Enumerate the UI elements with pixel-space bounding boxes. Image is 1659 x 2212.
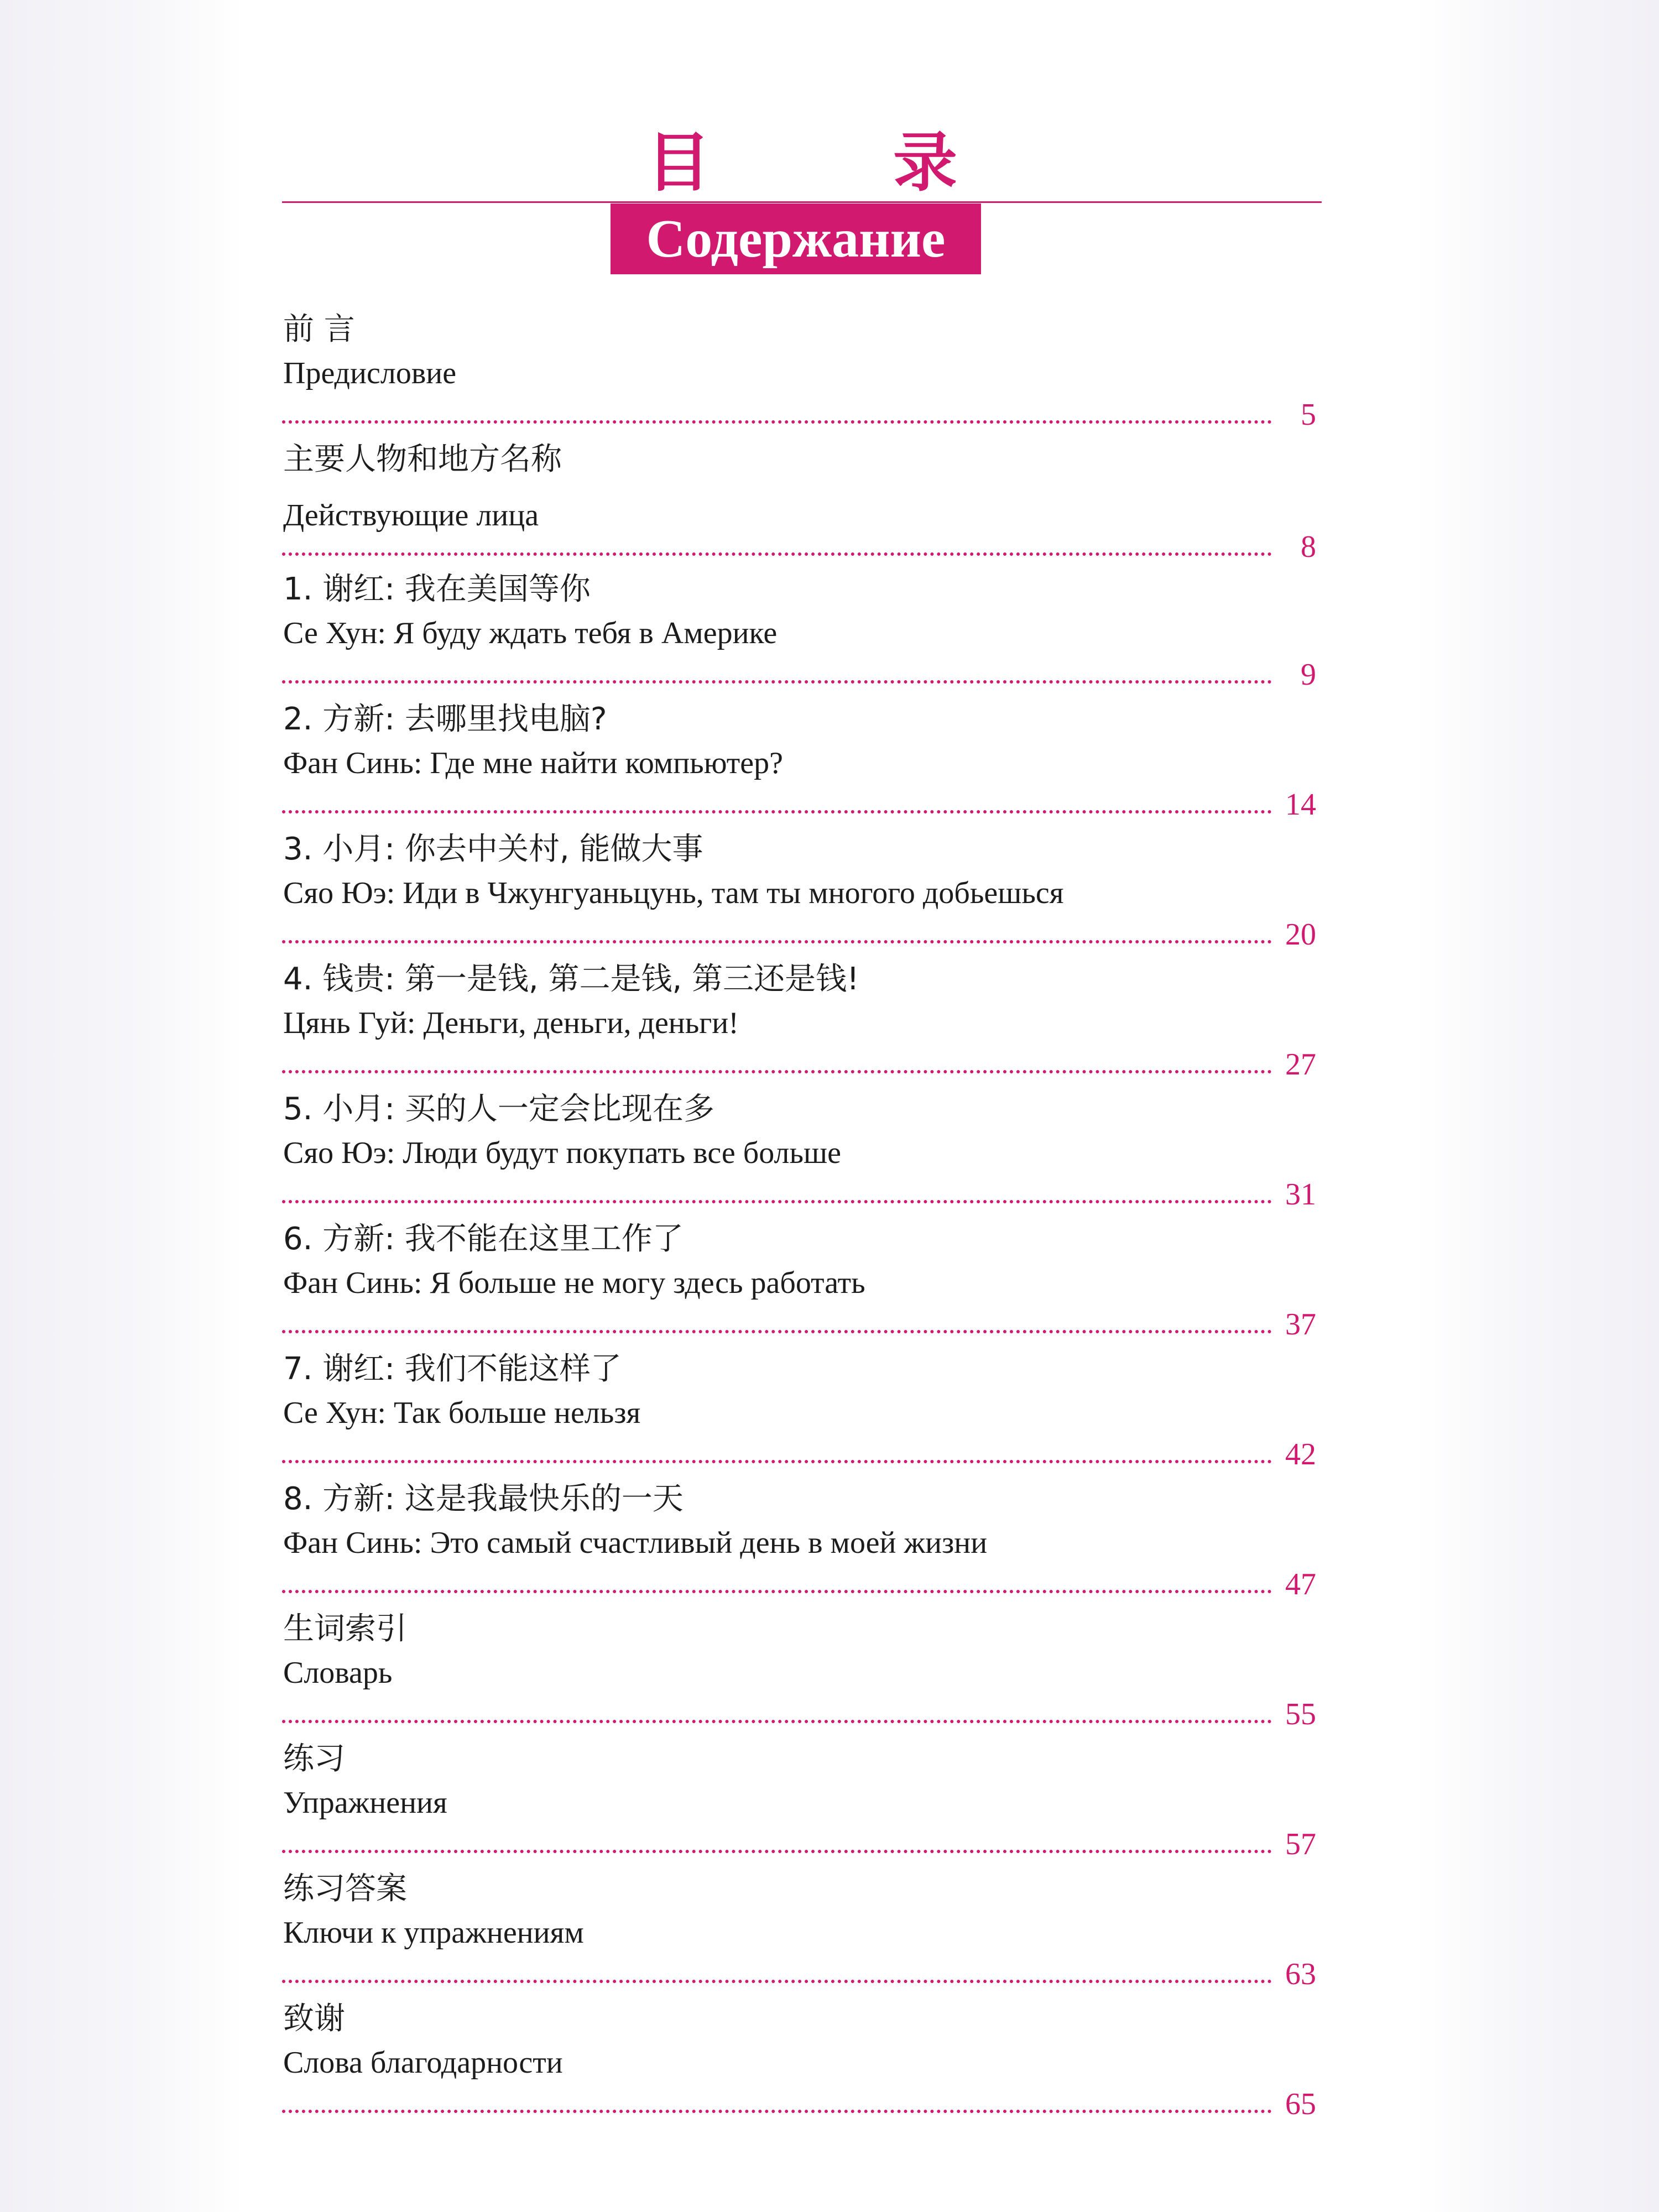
leader-row bbox=[282, 2084, 1322, 2123]
dot-leader bbox=[282, 1850, 1272, 1853]
page-number: 55 bbox=[1285, 1697, 1316, 1731]
toc-entry-russian: Слова благодарности bbox=[283, 2046, 563, 2080]
leader-row bbox=[282, 1954, 1322, 1993]
page-number: 9 bbox=[1301, 658, 1316, 692]
toc-entry-russian: Действующие лица bbox=[283, 498, 539, 533]
dot-leader bbox=[282, 1590, 1272, 1593]
leader-row bbox=[282, 395, 1322, 434]
toc-entry-chinese: 致谢 bbox=[283, 2001, 345, 2037]
toc-entry-chinese: 4. 钱贵: 第一是钱, 第二是钱, 第三还是钱! bbox=[283, 961, 859, 997]
toc-entry-russian: Цянь Гуй: Деньги, деньги, деньги! bbox=[283, 1006, 739, 1040]
toc-entry[interactable] bbox=[282, 1739, 1322, 1869]
dot-leader bbox=[282, 1200, 1272, 1203]
dot-leader bbox=[282, 1720, 1272, 1723]
dot-leader bbox=[282, 680, 1272, 684]
toc-entry-chinese: 练习 bbox=[283, 1741, 345, 1777]
leader-row bbox=[282, 785, 1322, 823]
dot-leader bbox=[282, 1460, 1272, 1463]
toc-entry-russian: Предисловие bbox=[283, 356, 457, 390]
toc-entry-chinese: 前 言 bbox=[283, 311, 355, 347]
dot-leader bbox=[282, 940, 1272, 943]
leader-row bbox=[282, 527, 1322, 566]
toc-entry-russian: Фан Синь: Это самый счастливый день в моей жизни bbox=[283, 1526, 988, 1560]
page-edge-right bbox=[1416, 0, 1659, 2212]
toc-entry[interactable] bbox=[282, 1999, 1322, 2129]
page-number: 31 bbox=[1285, 1177, 1316, 1212]
toc-entry[interactable] bbox=[282, 700, 1322, 830]
toc-entry-russian: Фан Синь: Я больше не могу здесь работать bbox=[283, 1266, 865, 1300]
page-number: 47 bbox=[1285, 1567, 1316, 1601]
dot-leader bbox=[282, 420, 1272, 424]
toc-entry-russian: Ключи к упражнениям bbox=[283, 1916, 584, 1950]
leader-row bbox=[282, 1824, 1322, 1863]
toc-entry-russian: Се Хун: Я буду ждать тебя в Америке bbox=[283, 616, 778, 650]
book-page bbox=[282, 0, 1322, 2212]
leader-row bbox=[282, 1694, 1322, 1733]
dot-leader bbox=[282, 1980, 1272, 1983]
toc-entry[interactable] bbox=[282, 830, 1322, 959]
toc-entry-russian: Се Хун: Так больше нельзя bbox=[283, 1396, 641, 1430]
page-number: 63 bbox=[1285, 1957, 1316, 1991]
toc-entry-chinese: 2. 方新: 去哪里找电脑? bbox=[283, 701, 607, 737]
leader-row bbox=[282, 1045, 1322, 1083]
toc-entry-russian: Фан Синь: Где мне найти компьютер? bbox=[283, 746, 783, 780]
page-number: 42 bbox=[1285, 1437, 1316, 1472]
page-number: 65 bbox=[1285, 2087, 1316, 2121]
toc-entry-chinese: 5. 小月: 买的人一定会比现在多 bbox=[283, 1091, 714, 1127]
page-number: 5 bbox=[1301, 398, 1316, 432]
page-number: 37 bbox=[1285, 1307, 1316, 1342]
toc-entry-chinese: 主要人物和地方名称 bbox=[283, 441, 562, 477]
toc-entry-chinese: 7. 谢红: 我们不能这样了 bbox=[283, 1351, 622, 1387]
leader-row bbox=[282, 1564, 1322, 1603]
dot-leader bbox=[282, 1070, 1272, 1073]
toc-entry[interactable] bbox=[282, 1349, 1322, 1479]
toc-entry-chinese: 生词索引 bbox=[283, 1611, 407, 1647]
page-edge-left bbox=[0, 0, 243, 2212]
page-title-russian: Содержание bbox=[611, 204, 981, 274]
table-of-contents bbox=[282, 310, 1322, 2129]
toc-entry[interactable] bbox=[282, 440, 1322, 570]
leader-row bbox=[282, 1175, 1322, 1213]
dot-leader bbox=[282, 552, 1272, 556]
page-number: 14 bbox=[1285, 787, 1316, 822]
page-number: 20 bbox=[1285, 917, 1316, 952]
toc-entry[interactable] bbox=[282, 310, 1322, 440]
toc-entry-russian: Сяо Юэ: Люди будут покупать все больше bbox=[283, 1136, 841, 1170]
toc-entry-chinese: 3. 小月: 你去中关村, 能做大事 bbox=[283, 831, 703, 867]
toc-entry-chinese: 6. 方新: 我不能在这里工作了 bbox=[283, 1221, 684, 1257]
toc-entry-russian: Словарь bbox=[283, 1656, 393, 1690]
toc-entry[interactable] bbox=[282, 570, 1322, 700]
dot-leader bbox=[282, 810, 1272, 813]
toc-entry-russian: Упражнения bbox=[283, 1786, 447, 1820]
toc-entry[interactable] bbox=[282, 1609, 1322, 1739]
toc-entry-chinese: 练习答案 bbox=[283, 1871, 407, 1907]
toc-entry[interactable] bbox=[282, 1479, 1322, 1609]
toc-entry[interactable] bbox=[282, 1089, 1322, 1219]
leader-row bbox=[282, 1305, 1322, 1343]
leader-row bbox=[282, 915, 1322, 953]
page-number: 57 bbox=[1285, 1827, 1316, 1861]
dot-leader bbox=[282, 1330, 1272, 1333]
page-title-chinese: 目录 bbox=[646, 126, 1140, 200]
toc-entry-chinese: 1. 谢红: 我在美国等你 bbox=[283, 571, 591, 607]
toc-entry-chinese: 8. 方新: 这是我最快乐的一天 bbox=[283, 1481, 684, 1517]
page-number: 27 bbox=[1285, 1047, 1316, 1082]
title-divider bbox=[282, 201, 1322, 203]
leader-row bbox=[282, 1434, 1322, 1473]
toc-entry[interactable] bbox=[282, 1869, 1322, 1999]
dot-leader bbox=[282, 2110, 1272, 2113]
toc-entry[interactable] bbox=[282, 1219, 1322, 1349]
leader-row bbox=[282, 655, 1322, 693]
page-number: 8 bbox=[1301, 530, 1316, 564]
toc-entry-russian: Сяо Юэ: Иди в Чжунгуаньцунь, там ты многого добьешься bbox=[283, 876, 1064, 910]
toc-entry[interactable] bbox=[282, 959, 1322, 1089]
